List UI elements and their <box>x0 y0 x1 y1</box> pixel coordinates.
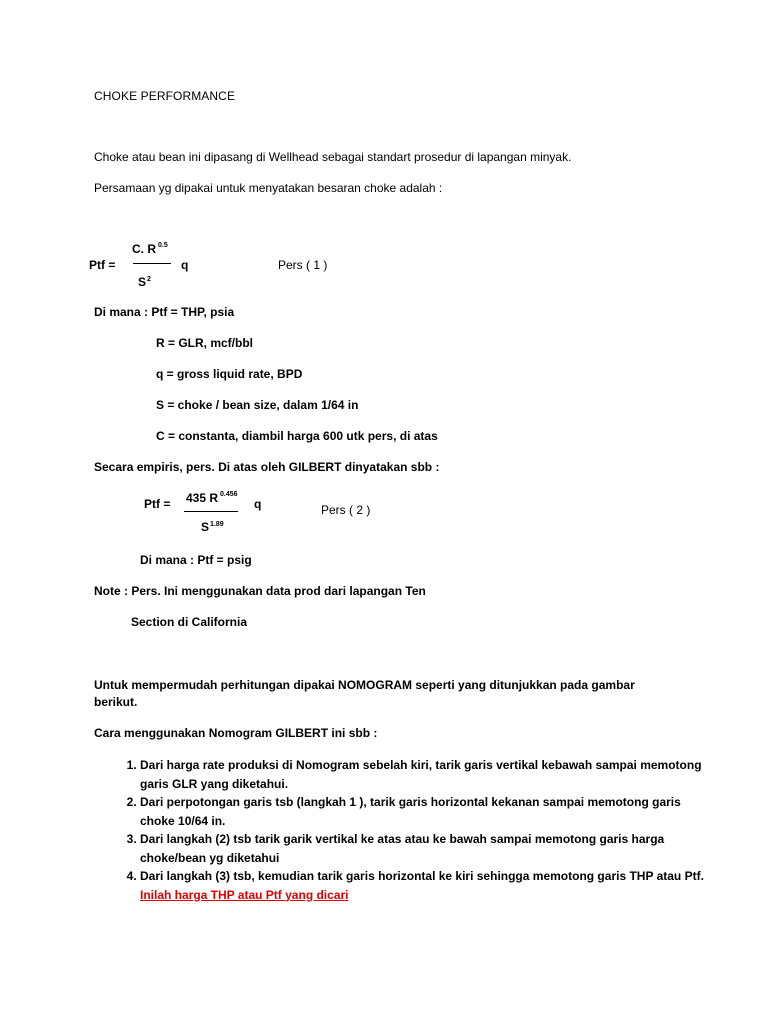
eq1-lhs: Ptf = <box>89 258 116 272</box>
where-item-q: q = gross liquid rate, BPD <box>156 367 303 381</box>
where-item-c: C = constanta, diambil harga 600 utk pers, di atas <box>156 429 438 443</box>
where-lead: Di mana : Ptf = THP, psia <box>94 305 235 319</box>
step-4 <box>140 867 710 904</box>
gilbert-intro: Secara empiris, pers. Di atas oleh GILBERT dinyatakan sbb : <box>94 460 440 474</box>
note-line-1: Note : Pers. Ini menggunakan data prod dari lapangan Ten <box>94 584 426 598</box>
result-link[interactable]: Inilah harga THP atau Ptf yang dicari <box>140 887 349 902</box>
eq1-denominator: $S^2$ <box>138 275 151 289</box>
step-1: 1. Dari harga rate produksi di Nomogram sebelah kiri, tarik garis vertikal kebawah sampai memotong garis GLR yang diketahui. <box>140 756 710 793</box>
where-item-r: R = GLR, mcf/bbl <box>156 336 254 350</box>
intro-paragraph-1: Choke atau bean ini dipasang di Wellhead sebagai standart prosedur di lapangan minyak. <box>94 150 572 164</box>
eq2-factor: q <box>254 497 262 511</box>
step-2: 2. Dari perpotongan garis tsb (langkah 1 ), tarik garis horizontal kekanan sampai memotong garis choke 10/64 in. <box>140 793 710 830</box>
eq2-fraction-bar <box>184 511 238 512</box>
eq2-numerator: 435 R $^{0.456}$ <box>186 491 238 505</box>
eq1-factor: q <box>181 258 189 272</box>
steps-list <box>112 756 710 904</box>
intro-paragraph-2: Persamaan yg dipakai untuk menyatakan besaran choke adalah : <box>94 181 443 195</box>
eq1-fraction-bar <box>133 263 171 264</box>
doc-title: CHOKE PERFORMANCE <box>94 89 236 103</box>
eq2-label: Pers ( 2 ) <box>321 503 371 517</box>
nomogram-paragraph: Untuk mempermudah perhitungan dipakai NOMOGRAM seperti yang ditunjukkan pada gambar berikut. <box>94 678 635 709</box>
eq2-lhs: Ptf = <box>144 497 171 511</box>
howto-heading: Cara menggunakan Nomogram GILBERT ini sbb : <box>94 726 378 740</box>
step-3: 3. Dari langkah (2) tsb tarik garik vertikal ke atas atau ke bawah sampai memotong garis harga choke/bean yg diketahui <box>140 830 710 867</box>
note-line-2: Section di California <box>131 615 248 629</box>
eq2-denominator: $S^{1.89}$ <box>201 520 224 534</box>
eq1-numerator: C. R $^{0.5}$ <box>132 242 168 256</box>
step-4-text: Dari langkah (3) tsb, kemudian tarik garis horizontal ke kiri sehingga memotong garis THP atau Ptf. <box>140 869 704 883</box>
where-item-s: S = choke / bean size, dalam 1/64 in <box>156 398 359 412</box>
where-2: Di mana : Ptf = psig <box>140 553 252 567</box>
eq1-label: Pers ( 1 ) <box>278 258 328 272</box>
